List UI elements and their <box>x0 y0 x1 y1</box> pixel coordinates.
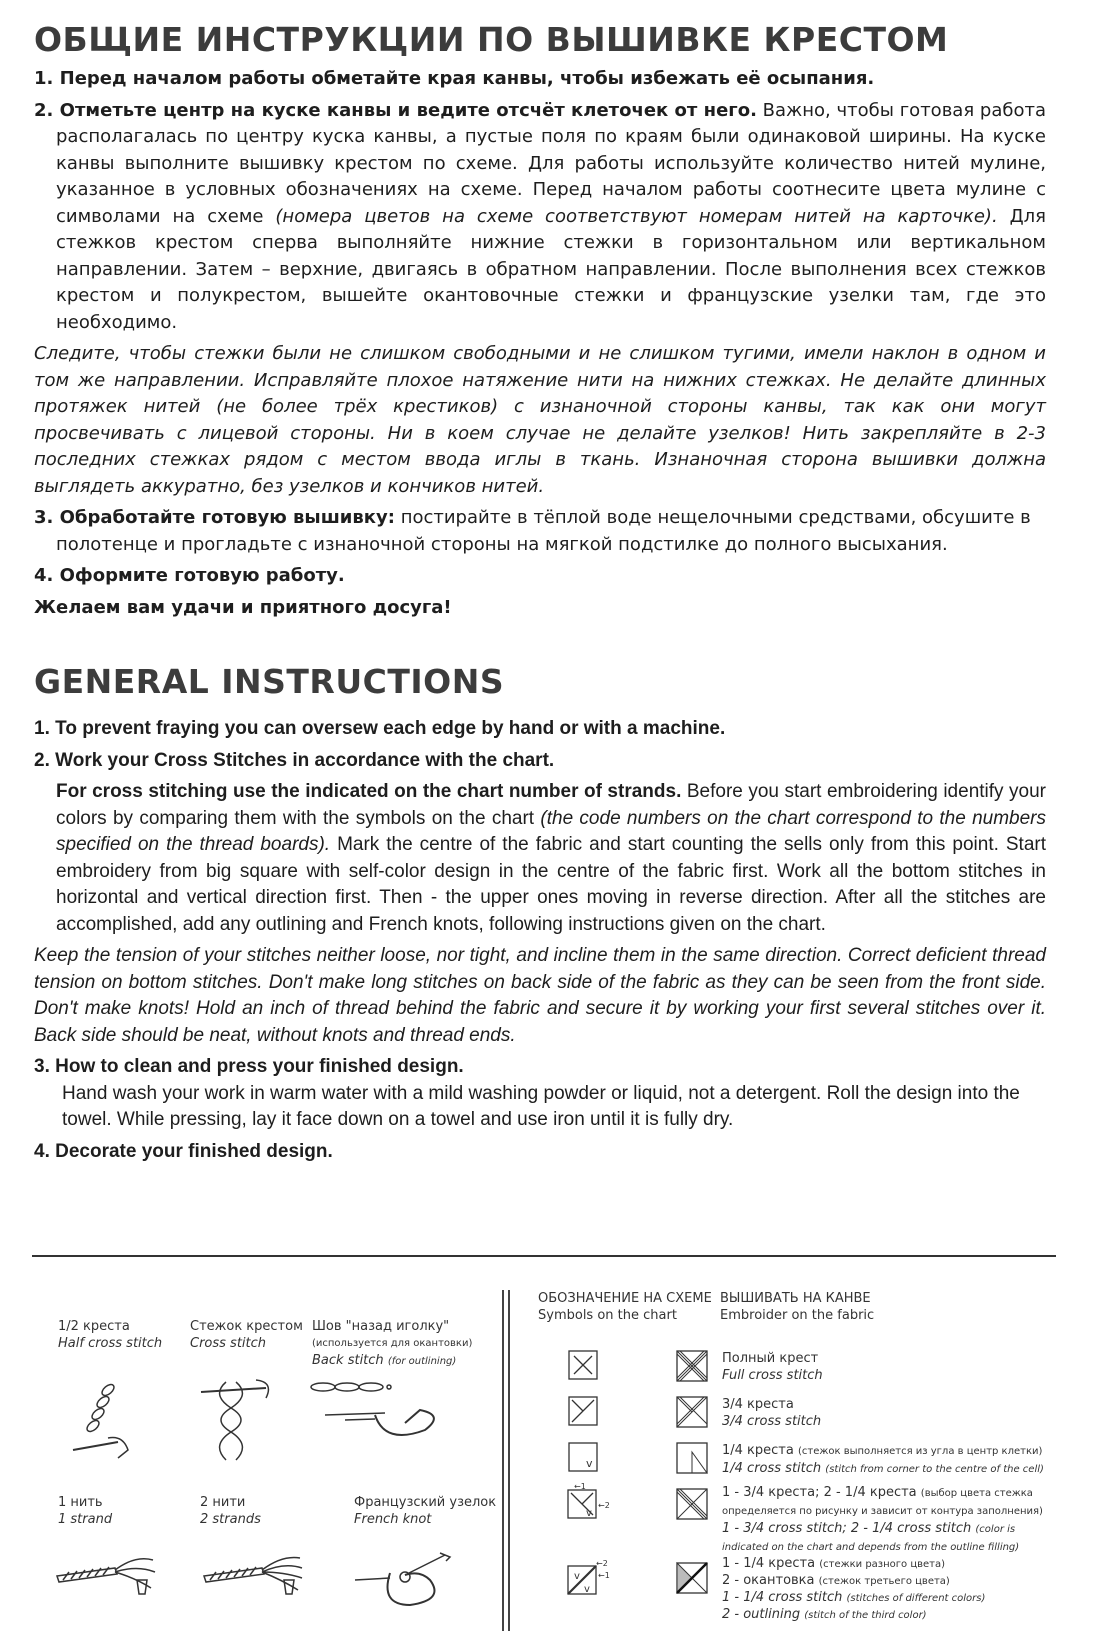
legend-mixed-two: 1 - 1/4 креста (стежки разного цвета) 2 - окантовка (стежок третьего цвета) 1 - 1/4 cross stitch (stitches of different colors) 2 - outlining (stitch of the third color) <box>722 1556 986 1622</box>
legend-divider-right <box>508 1290 510 1631</box>
en-italic-para: Keep the tension of your stitches neither loose, nor tight, and incline them in the same direction. Correct deficient thread tension on bottom stitches. Don't make long stitches on back side of the fabric as they can be seen from the front side. Don't make knots! Hold an inch of thread behind the fabric and secure it by working your first several stitches over it. Back side should be neat, without knots and thread ends. <box>34 945 1046 1046</box>
mixed-quarter-outline-symbol-icon <box>562 1556 612 1600</box>
full-cross-fabric-icon <box>676 1350 708 1382</box>
legend-half-label: 1/2 креста Half cross stitch <box>58 1319 163 1351</box>
ru-item-2-bold: 2. Отметьте центр на куске канвы и ведите отсчёт клеточек от него. <box>34 99 757 121</box>
ru-item-4: 4. Оформите готовую работу. <box>34 565 345 586</box>
legend-french-knot-label: Французский узелок French knot <box>354 1495 497 1527</box>
en-strands-bold: For cross stitching use the indicated on the chart number of strands. <box>56 781 682 802</box>
full-cross-symbol-icon <box>568 1350 598 1380</box>
en-strands-italic: (the code numbers on the chart correspond to the numbers specified on the thread boards). <box>56 807 1046 855</box>
ru-instructions <box>34 66 1046 626</box>
ru-item-3 <box>34 505 1046 558</box>
col-symbols-header: ОБОЗНАЧЕНИЕ НА СХЕМЕ Symbols on the chart <box>538 1291 712 1323</box>
divider-line <box>32 1255 1056 1257</box>
ru-item-2-italic: (номера цветов на схеме соответствуют номерам нитей на карточке). <box>275 205 998 227</box>
back-stitch-icon <box>305 1375 455 1455</box>
legend-1-strand-label: 1 нить 1 strand <box>58 1495 113 1527</box>
legend-cross-label: Стежок крестом Cross stitch <box>190 1319 303 1351</box>
en-item-4: 4. Decorate your finished design. <box>34 1140 333 1162</box>
legend-back-label: Шов "назад иголку" (используется для окантовки) Back stitch (for outlining) <box>312 1319 473 1368</box>
en-strands-para <box>34 779 1046 938</box>
cross-stitch-icon <box>196 1370 286 1465</box>
legend-full-cross: Полный крест Full cross stitch <box>722 1351 823 1383</box>
svg-text:←2: ←2 <box>596 1559 608 1568</box>
legend-2-strands-label: 2 нити 2 strands <box>200 1495 261 1527</box>
ru-item-2-text2: Для стежков крестом сперва выполняйте нижние стежки в горизонтальном или вертикальном направлении. Затем – верхние, двигаясь в обратном направлении. После выполнения всех стежков крестом и полукрестом, вышейте окантовочные стежки и французские узелки там, где это необходимо. <box>56 205 1046 333</box>
col-embroider-header: ВЫШИВАТЬ НА КАНВЕ Embroider on the fabric <box>720 1291 875 1323</box>
svg-text:v: v <box>574 1571 580 1582</box>
legend-divider-left <box>502 1290 504 1631</box>
half-cross-stitch-icon <box>68 1380 148 1470</box>
legend-mixed-one: 1 - 3/4 креста; 2 - 1/4 креста (выбор цвета стежка определяется по рисунку и зависит от контура заполнения) 1 - 3/4 cross stitch; 2 - 1/4 cross stitch (color is indicated on the chart and depends from the outline filling) <box>722 1485 1043 1553</box>
ru-item-3-text: постирайте в тёплой воде нещелочными средствами, обсушите в полотенце и прогладьте с изнаночной стороны на мягкой подстилке до полного высыхания. <box>56 507 1031 555</box>
svg-text:v: v <box>586 1457 593 1470</box>
ru-item-3-bold: 3. Обработайте готовую вышивку: <box>34 507 395 528</box>
svg-text:v: v <box>586 1508 592 1519</box>
ru-italic-para: Следите, чтобы стежки были не слишком свободными и не слишком тугими, имели наклон в одном и том же направлении. Исправляйте плохое натяжение нити на нижних стежках. Не делайте длинных протяжек нитей (не более трёх крестиков) с изнаночной стороны канвы, так как они могут просвечивать с лицевой стороны. Ни в коем случае не делайте узелков! Нить закрепляйте в 2-3 последних стежках рядом с местом ввода иглы в ткань. Изнаночная сторона вышивки должна выглядеть аккуратно, без узелков и кончиков нитей. <box>34 343 1046 497</box>
en-item-2: 2. Work your Cross Stitches in accordance with the chart. <box>34 749 555 771</box>
svg-text:←1: ←1 <box>574 1482 586 1491</box>
ru-item-2-text1: Важно, чтобы готовая работа располагалась по центру куска канвы, а пустые поля по краям были одинаковой ширины. На куске канвы выполните вышивку крестом по схеме. Для работы используйте количество нитей мулине, указанное в условных обозначениях на схеме. Перед началом работы соотнесите цвета мулине с символами на схеме <box>56 99 1046 227</box>
svg-text:←1: ←1 <box>598 1571 610 1580</box>
mixed-three-quarter-symbol-icon <box>562 1482 612 1522</box>
en-strands-text2: Mark the centre of the fabric and start counting the sells only from this point. Start embroidery from big square with self-color design in the centre of the fabric first. Work all the bottom stitches in horizontal and vertical direction first. Then - the upper ones moving in reverse direction. After all the stitches are accomplished, add any outlining and French knots, following instructions given on the chart. <box>56 834 1046 935</box>
ru-item-2 <box>34 98 1046 337</box>
ru-title: ОБЩИЕ ИНСТРУКЦИИ ПО ВЫШИВКЕ КРЕСТОМ <box>34 20 949 59</box>
legend-quarter: 1/4 креста (стежок выполняется из угла в центр клетки) 1/4 cross stitch (stitch from corner to the centre of the cell) <box>722 1443 1044 1476</box>
quarter-symbol-icon <box>568 1442 598 1472</box>
en-strands-text1: Before you start embroidering identify your colors by comparing them with the symbols on the chart <box>56 781 1047 829</box>
en-instructions <box>34 716 1046 1170</box>
en-item-3-text: Hand wash your work in warm water with a mild washing powder or liquid, not a detergent. Roll the design into the towel. While pressing, lay it face down on a towel and use iron until it is fully dry. <box>62 1082 1020 1130</box>
mixed-three-quarter-fabric-icon <box>676 1488 708 1520</box>
svg-text:v: v <box>584 1584 590 1595</box>
two-strands-icon <box>202 1550 312 1610</box>
svg-text:←2: ←2 <box>598 1501 610 1510</box>
mixed-quarter-outline-fabric-icon <box>676 1562 708 1594</box>
legend-three-quarter: 3/4 креста 3/4 cross stitch <box>722 1397 822 1429</box>
french-knot-icon <box>350 1545 460 1615</box>
ru-wish: Желаем вам удачи и приятного досуга! <box>34 596 452 618</box>
quarter-fabric-icon <box>676 1442 708 1474</box>
ru-item-1: 1. Перед началом работы обметайте края канвы, чтобы избежать её осыпания. <box>34 68 875 89</box>
one-strand-icon <box>55 1550 165 1610</box>
three-quarter-fabric-icon <box>676 1396 708 1428</box>
en-title: GENERAL INSTRUCTIONS <box>34 662 505 701</box>
three-quarter-symbol-icon <box>568 1396 598 1426</box>
en-item-3: 3. How to clean and press your finished design. <box>34 1056 464 1077</box>
en-item-1: 1. To prevent fraying you can oversew each edge by hand or with a machine. <box>34 718 726 739</box>
